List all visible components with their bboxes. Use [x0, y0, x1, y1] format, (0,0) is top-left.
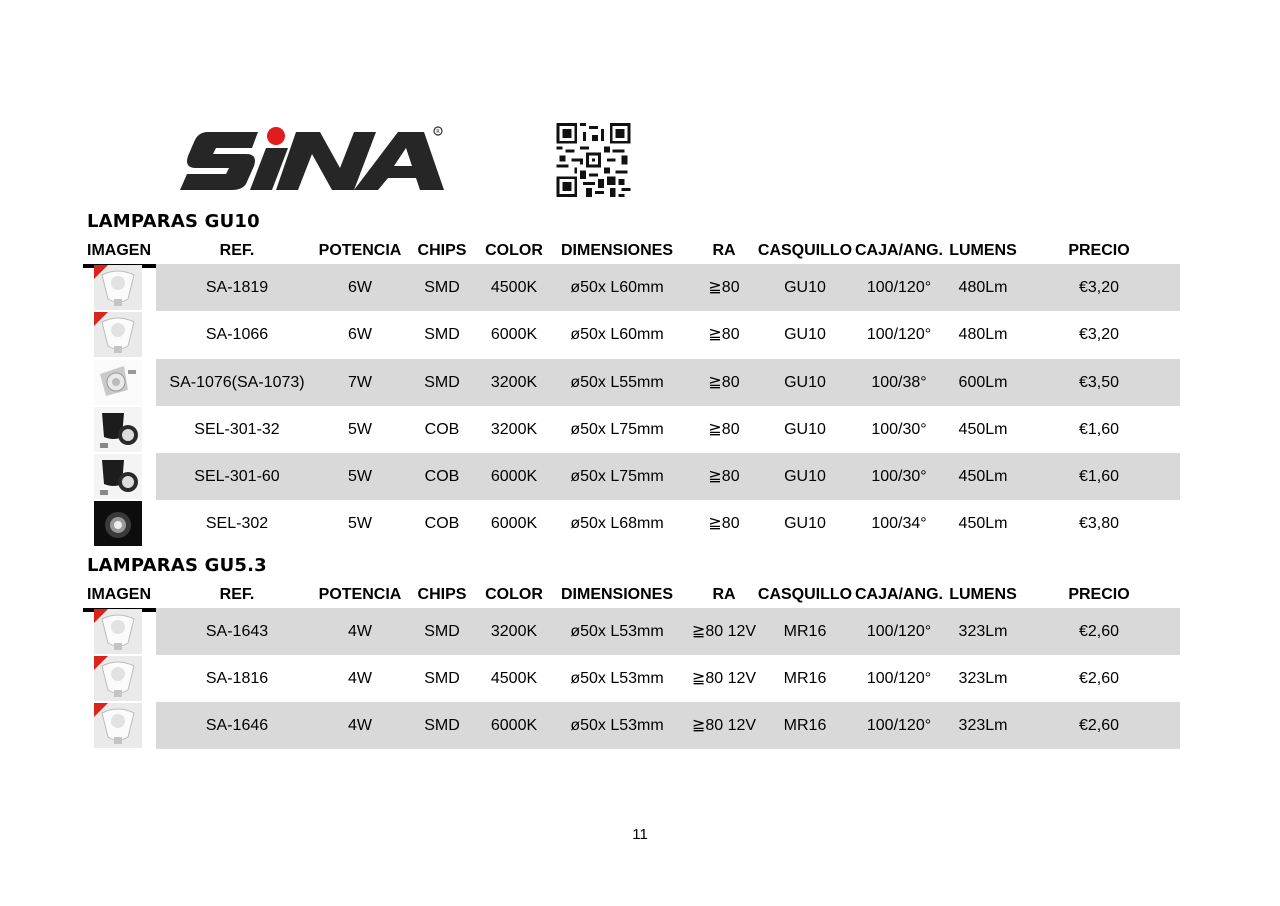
sina-logo [180, 124, 446, 192]
row-background [156, 608, 1180, 655]
cell-color: 3200K [490, 623, 538, 640]
cell-dimensiones: ø50x L60mm [570, 326, 664, 343]
cell-lumens: 323Lm [958, 623, 1008, 640]
cell-ref: SA-1646 [205, 717, 269, 734]
cell-lumens: 323Lm [958, 670, 1008, 687]
column-header-dimensiones: DIMENSIONES [560, 242, 674, 259]
cell-precio: €3,20 [1078, 279, 1120, 296]
column-header-potencia: POTENCIA [318, 242, 402, 259]
column-header-caja-ang: CAJA/ANG. [854, 586, 944, 603]
column-header-ref: REF. [219, 242, 255, 259]
column-header-dimensiones: DIMENSIONES [560, 586, 674, 603]
cell-chips: COB [424, 468, 460, 485]
cell-potencia: 7W [348, 374, 372, 391]
cell-dimensiones: ø50x L55mm [570, 374, 664, 391]
table-row [83, 608, 1180, 655]
cell-caja: 100/34° [871, 515, 927, 532]
cell-potencia: 6W [348, 279, 372, 296]
cell-color: 4500K [490, 279, 538, 296]
cell-casquillo: MR16 [783, 670, 827, 687]
cell-dimensiones: ø50x L75mm [570, 421, 664, 438]
table-row [83, 702, 1180, 749]
cell-potencia: 4W [348, 623, 372, 640]
cell-ref: SEL-301-60 [194, 468, 280, 485]
cell-ra: ≧80 [708, 279, 740, 296]
cell-ra: ≧80 [708, 326, 740, 343]
cell-casquillo: GU10 [784, 468, 826, 485]
column-header-ra: RA [712, 586, 736, 603]
cell-potencia: 6W [348, 326, 372, 343]
table-row [83, 406, 1180, 453]
column-header-chips: CHIPS [417, 586, 467, 603]
row-background [156, 264, 1180, 311]
cell-ra: ≧80 12V [691, 670, 757, 687]
cell-color: 6000K [490, 717, 538, 734]
column-header-precio: PRECIO [1068, 242, 1130, 259]
cell-casquillo: GU10 [784, 279, 826, 296]
column-header-precio: PRECIO [1068, 586, 1130, 603]
cell-precio: €3,20 [1078, 326, 1120, 343]
cell-casquillo: GU10 [784, 515, 826, 532]
cell-dimensiones: ø50x L75mm [570, 468, 664, 485]
led-spot-silver-icon [94, 360, 142, 405]
cell-ra: ≧80 [708, 374, 740, 391]
section-title-gu53: LAMPARAS GU5.3 [87, 555, 267, 576]
cell-lumens: 450Lm [958, 515, 1008, 532]
led-spot-dark-icon [94, 501, 142, 546]
cell-color: 6000K [490, 326, 538, 343]
cell-lumens: 480Lm [958, 326, 1008, 343]
cell-lumens: 323Lm [958, 717, 1008, 734]
row-background [156, 311, 1180, 358]
table-row [83, 264, 1180, 311]
column-header-chips: CHIPS [417, 242, 467, 259]
cell-caja: 100/120° [866, 670, 932, 687]
column-header-color: COLOR [485, 242, 543, 259]
led-spot-white-new-icon [94, 703, 142, 748]
cell-ra: ≧80 [708, 515, 740, 532]
row-background [156, 655, 1180, 702]
cell-ra: ≧80 12V [691, 623, 757, 640]
cell-dimensiones: ø50x L60mm [570, 279, 664, 296]
row-background [156, 453, 1180, 500]
svg-text:R: R [436, 129, 440, 135]
cell-precio: €2,60 [1078, 670, 1120, 687]
cell-caja: 100/120° [866, 279, 932, 296]
column-header-casquillo: CASQUILLO [757, 242, 853, 259]
cell-caja: 100/30° [871, 468, 927, 485]
cell-precio: €3,50 [1078, 374, 1120, 391]
cell-color: 3200K [490, 374, 538, 391]
cell-ref: SA-1819 [205, 279, 269, 296]
qr-code [555, 123, 632, 197]
table-row [83, 311, 1180, 358]
cell-chips: SMD [424, 326, 460, 343]
cell-chips: COB [424, 421, 460, 438]
column-header-ra: RA [712, 242, 736, 259]
table-row [83, 359, 1180, 406]
cell-lumens: 450Lm [958, 421, 1008, 438]
page-number: 11 [632, 826, 648, 843]
cell-ref: SEL-302 [205, 515, 269, 532]
cell-ref: SA-1066 [205, 326, 269, 343]
column-header-casquillo: CASQUILLO [757, 586, 853, 603]
cell-chips: SMD [424, 279, 460, 296]
cell-caja: 100/38° [871, 374, 927, 391]
led-spot-black-icon [94, 454, 142, 499]
cell-ra: ≧80 [708, 421, 740, 438]
cell-potencia: 5W [348, 468, 372, 485]
cell-dimensiones: ø50x L53mm [570, 670, 664, 687]
cell-casquillo: MR16 [783, 623, 827, 640]
cell-dimensiones: ø50x L53mm [570, 717, 664, 734]
column-header-potencia: POTENCIA [318, 586, 402, 603]
cell-precio: €1,60 [1078, 421, 1120, 438]
section-title-gu10: LAMPARAS GU10 [87, 211, 260, 232]
cell-potencia: 4W [348, 670, 372, 687]
cell-ref: SA-1816 [205, 670, 269, 687]
cell-chips: SMD [424, 717, 460, 734]
cell-precio: €2,60 [1078, 717, 1120, 734]
cell-lumens: 600Lm [958, 374, 1008, 391]
cell-caja: 100/30° [871, 421, 927, 438]
column-header-imagen: IMAGEN [87, 242, 151, 259]
cell-potencia: 5W [348, 421, 372, 438]
row-background [156, 500, 1180, 547]
cell-color: 3200K [490, 421, 538, 438]
cell-potencia: 5W [348, 515, 372, 532]
cell-caja: 100/120° [866, 717, 932, 734]
cell-potencia: 4W [348, 717, 372, 734]
cell-ra: ≧80 12V [691, 717, 757, 734]
cell-caja: 100/120° [866, 623, 932, 640]
led-spot-white-new-icon [94, 312, 142, 357]
row-background [156, 406, 1180, 453]
led-spot-white-new-icon [94, 265, 142, 310]
cell-dimensiones: ø50x L68mm [570, 515, 664, 532]
cell-precio: €1,60 [1078, 468, 1120, 485]
cell-casquillo: GU10 [784, 326, 826, 343]
column-header-lumens: LUMENS [949, 586, 1017, 603]
cell-ref: SEL-301-32 [194, 421, 280, 438]
cell-precio: €3,80 [1078, 515, 1120, 532]
cell-color: 6000K [490, 468, 538, 485]
cell-color: 4500K [490, 670, 538, 687]
led-spot-white-new-icon [94, 609, 142, 654]
cell-color: 6000K [490, 515, 538, 532]
row-background [156, 702, 1180, 749]
column-header-color: COLOR [485, 586, 543, 603]
cell-lumens: 450Lm [958, 468, 1008, 485]
led-spot-white-new-icon [94, 656, 142, 701]
cell-ref: SA-1643 [205, 623, 269, 640]
column-header-caja-ang: CAJA/ANG. [854, 242, 944, 259]
row-background [156, 359, 1180, 406]
cell-casquillo: MR16 [783, 717, 827, 734]
column-header-ref: REF. [219, 586, 255, 603]
table-row [83, 500, 1180, 547]
cell-chips: COB [424, 515, 460, 532]
cell-precio: €2,60 [1078, 623, 1120, 640]
cell-chips: SMD [424, 670, 460, 687]
cell-lumens: 480Lm [958, 279, 1008, 296]
column-header-imagen: IMAGEN [87, 586, 151, 603]
cell-caja: 100/120° [866, 326, 932, 343]
table-row [83, 655, 1180, 702]
cell-dimensiones: ø50x L53mm [570, 623, 664, 640]
cell-chips: SMD [424, 623, 460, 640]
cell-ref: SA-1076(SA-1073) [169, 374, 305, 391]
table-row [83, 453, 1180, 500]
cell-casquillo: GU10 [784, 374, 826, 391]
column-header-lumens: LUMENS [949, 242, 1017, 259]
cell-chips: SMD [424, 374, 460, 391]
cell-casquillo: GU10 [784, 421, 826, 438]
cell-ra: ≧80 [708, 468, 740, 485]
led-spot-black-icon [94, 407, 142, 452]
